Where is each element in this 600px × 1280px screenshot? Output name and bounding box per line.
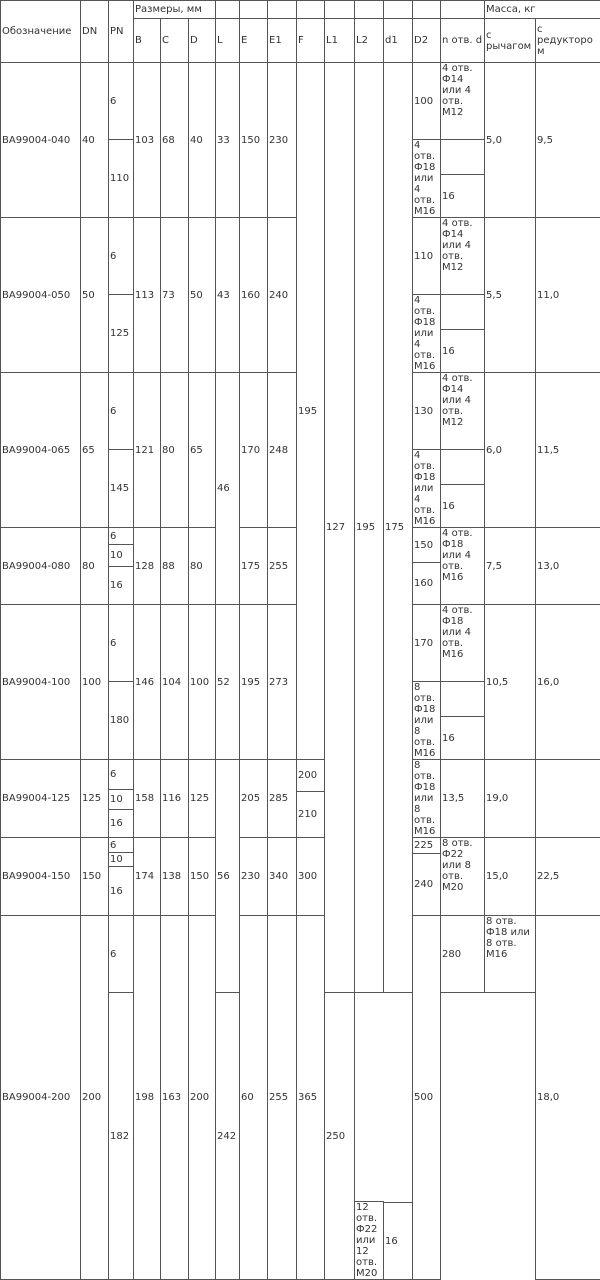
row-pn: 10 — [109, 545, 134, 567]
row-b: 121 — [134, 373, 161, 528]
row-mass-lever: 15,0 — [485, 838, 536, 916]
row-pn: 16 — [109, 810, 134, 838]
row-e1: 230 — [268, 63, 297, 218]
row-d: 100 — [189, 605, 216, 760]
header-dn: DN — [81, 1, 109, 63]
row-holes: 4 отв. Ф14 или 4 отв. М12 — [441, 218, 485, 295]
row-e: 255 — [268, 916, 297, 1280]
row-holes: 4 отв. Ф18 или 4 отв. М16 — [413, 140, 441, 218]
row-e1: 255 — [268, 528, 297, 605]
row-e1: 340 — [268, 838, 297, 916]
row-d2: 280 — [441, 916, 485, 993]
row-e1: 365 — [297, 916, 325, 1280]
row-c: 73 — [161, 218, 189, 373]
row-designation: ВА99004-125 — [1, 760, 81, 838]
row-d2: 100 — [413, 63, 441, 140]
row-dn: 50 — [81, 218, 109, 373]
row-l: 60 — [240, 916, 268, 1280]
header-d1: d1 — [384, 19, 413, 63]
row-c: 116 — [161, 760, 189, 838]
row-mass-reducer: 11,0 — [536, 218, 600, 373]
row-l: 52 — [216, 605, 240, 760]
row-e: 160 — [240, 218, 268, 373]
row-pn: 16 — [441, 717, 485, 760]
row-d: 200 — [189, 916, 216, 1280]
row-d2: 110 — [413, 218, 441, 295]
header-e: E — [240, 19, 268, 63]
row-mass-lever: 5,5 — [485, 218, 536, 373]
row-e1: 273 — [268, 605, 297, 760]
row-d: 150 — [189, 838, 216, 916]
row-holes: 4 отв. Ф14 или 4 отв. М12 — [441, 373, 485, 450]
row-pn: 16 — [109, 867, 134, 916]
row-l2: 242 — [216, 993, 240, 1280]
header-l2: L2 — [355, 19, 384, 63]
row-designation: ВА99004-040 — [1, 63, 81, 218]
row-holes: 4 отв. Ф18 или 4 отв. М16 — [413, 450, 441, 528]
row-b: 146 — [134, 605, 161, 760]
header-blank — [268, 1, 297, 19]
row-d: 50 — [189, 218, 216, 373]
row-pn: 16 — [441, 485, 485, 528]
row-d: 80 — [189, 528, 216, 605]
row-mass-reducer: 13,0 — [536, 528, 600, 605]
row-d1: 175 — [384, 63, 413, 993]
row-pn: 6 — [109, 218, 134, 295]
row-e1: 240 — [268, 218, 297, 373]
row-dn: 150 — [81, 838, 109, 916]
header-blank — [216, 1, 240, 19]
row-b: 158 — [134, 760, 161, 838]
row-holes: 8 отв. Ф18 или 8 отв. М16 — [413, 760, 441, 838]
row-mass-reducer: 16,0 — [536, 605, 600, 760]
row-d2: 125 — [109, 295, 134, 373]
row-l2: 195 — [355, 63, 384, 993]
row-mass-lever: 6,0 — [485, 373, 536, 528]
row-mass-reducer: 22,5 — [536, 838, 600, 916]
header-b: B — [134, 19, 161, 63]
row-holes: 4 отв. Ф18 или 4 отв. М16 — [441, 528, 485, 605]
header-blank — [384, 1, 413, 19]
row-e: 170 — [240, 373, 268, 528]
row-d2: 150 — [413, 528, 441, 563]
row-pn: 6 — [109, 528, 134, 545]
row-l: 33 — [216, 63, 240, 218]
row-l1: 182 — [109, 993, 134, 1280]
row-d2: 210 — [297, 792, 325, 838]
row-pn: 6 — [109, 916, 134, 993]
row-d2: 130 — [413, 373, 441, 450]
row-e: 195 — [240, 605, 268, 760]
header-holes: n отв. d — [441, 19, 485, 63]
row-mass-lever: 10,5 — [485, 605, 536, 760]
header-d: D — [189, 19, 216, 63]
row-d2: 110 — [109, 140, 134, 218]
row-mass-lever: 5,0 — [485, 63, 536, 218]
row-holes: 8 отв. Ф18 или 8 отв. М16 — [485, 916, 536, 993]
row-pn: 6 — [109, 838, 134, 853]
row-e: 175 — [240, 528, 268, 605]
row-c: 138 — [161, 838, 189, 916]
header-blank — [441, 1, 485, 19]
row-d: 40 — [189, 63, 216, 218]
row-c: 163 — [161, 916, 189, 1280]
header-l1: L1 — [325, 19, 355, 63]
row-d2: 200 — [297, 760, 325, 792]
row-c: 104 — [161, 605, 189, 760]
row-d2: 160 — [413, 563, 441, 605]
header-blank — [413, 1, 441, 19]
row-e: 150 — [240, 63, 268, 218]
header-c: C — [161, 19, 189, 63]
row-pn: 16 — [441, 330, 485, 373]
row-f: 500 — [413, 916, 441, 1280]
header-mass-lever: с рычагом — [485, 19, 536, 63]
header-e1: E1 — [268, 19, 297, 63]
row-d: 65 — [189, 373, 216, 528]
row-d1: 250 — [325, 993, 355, 1280]
row-holes: 12 отв. Ф22 или 12 отв. М20 — [355, 1202, 384, 1280]
row-mass-lever: 13,5 — [441, 760, 485, 838]
row-dn: 65 — [81, 373, 109, 528]
row-d2: 145 — [109, 450, 134, 528]
row-holes: 4 отв. Ф14 или 4 отв. М12 — [441, 63, 485, 140]
row-e: 230 — [240, 838, 268, 916]
row-e1: 285 — [268, 760, 297, 838]
header-designation: Обозначение — [1, 1, 81, 63]
row-e: 205 — [240, 760, 268, 838]
row-pn: 6 — [109, 373, 134, 450]
header-blank — [297, 1, 325, 19]
row-designation: ВА99004-065 — [1, 373, 81, 528]
row-f: 300 — [297, 838, 325, 916]
header-dimensions: Размеры, мм — [134, 1, 216, 19]
row-mass-reducer: 11,5 — [536, 373, 600, 528]
row-pn: 10 — [109, 790, 134, 810]
row-mass-lever: 18,0 — [536, 916, 600, 1280]
row-d: 125 — [189, 760, 216, 838]
header-mass: Масса, кг — [485, 1, 600, 19]
header-blank — [325, 1, 355, 19]
row-holes: 4 отв. Ф18 или 4 отв. М16 — [441, 605, 485, 682]
row-d2: 225 — [413, 838, 441, 854]
row-c: 88 — [161, 528, 189, 605]
header-pn: PN — [109, 1, 134, 63]
row-dn: 200 — [81, 916, 109, 1280]
row-b: 103 — [134, 63, 161, 218]
row-designation: ВА99004-150 — [1, 838, 81, 916]
row-l1: 127 — [325, 63, 355, 993]
row-c: 80 — [161, 373, 189, 528]
header-l: L — [216, 19, 240, 63]
row-d2: 170 — [413, 605, 441, 682]
row-mass-reducer: 19,0 — [485, 760, 536, 838]
row-mass-reducer: 9,5 — [536, 63, 600, 218]
row-d2: 180 — [109, 682, 134, 760]
row-d2: 240 — [413, 854, 441, 916]
row-dn: 125 — [81, 760, 109, 838]
row-e1: 248 — [268, 373, 297, 528]
row-b: 113 — [134, 218, 161, 373]
row-b: 174 — [134, 838, 161, 916]
row-l: 56 — [216, 760, 240, 993]
row-dn: 80 — [81, 528, 109, 605]
row-pn: 16 — [441, 175, 485, 218]
row-designation: ВА99004-080 — [1, 528, 81, 605]
row-pn: 16 — [109, 567, 134, 605]
row-f: 195 — [297, 63, 325, 760]
row-designation: ВА99004-100 — [1, 605, 81, 760]
row-l: 43 — [216, 218, 240, 373]
row-b: 128 — [134, 528, 161, 605]
header-blank — [240, 1, 268, 19]
row-b: 198 — [134, 916, 161, 1280]
row-pn: 10 — [109, 853, 134, 867]
row-pn: 16 — [384, 1203, 413, 1280]
row-designation: ВА99004-050 — [1, 218, 81, 373]
row-c: 68 — [161, 63, 189, 218]
row-pn: 6 — [109, 605, 134, 682]
header-d2: D2 — [413, 19, 441, 63]
row-dn: 100 — [81, 605, 109, 760]
header-blank — [355, 1, 384, 19]
row-holes: 8 отв. Ф18 или 8 отв. М16 — [413, 682, 441, 760]
row-mass-lever: 7,5 — [485, 528, 536, 605]
row-holes: 8 отв. Ф22 или 8 отв. М20 — [441, 838, 485, 916]
row-designation: ВА99004-200 — [1, 916, 81, 1280]
header-mass-reducer: с редуктором — [536, 19, 600, 63]
row-holes: 4 отв. Ф18 или 4 отв. М16 — [413, 295, 441, 373]
header-f: F — [297, 19, 325, 63]
row-pn: 6 — [109, 63, 134, 140]
row-pn: 6 — [109, 760, 134, 790]
row-l: 46 — [216, 373, 240, 605]
row-dn: 40 — [81, 63, 109, 218]
